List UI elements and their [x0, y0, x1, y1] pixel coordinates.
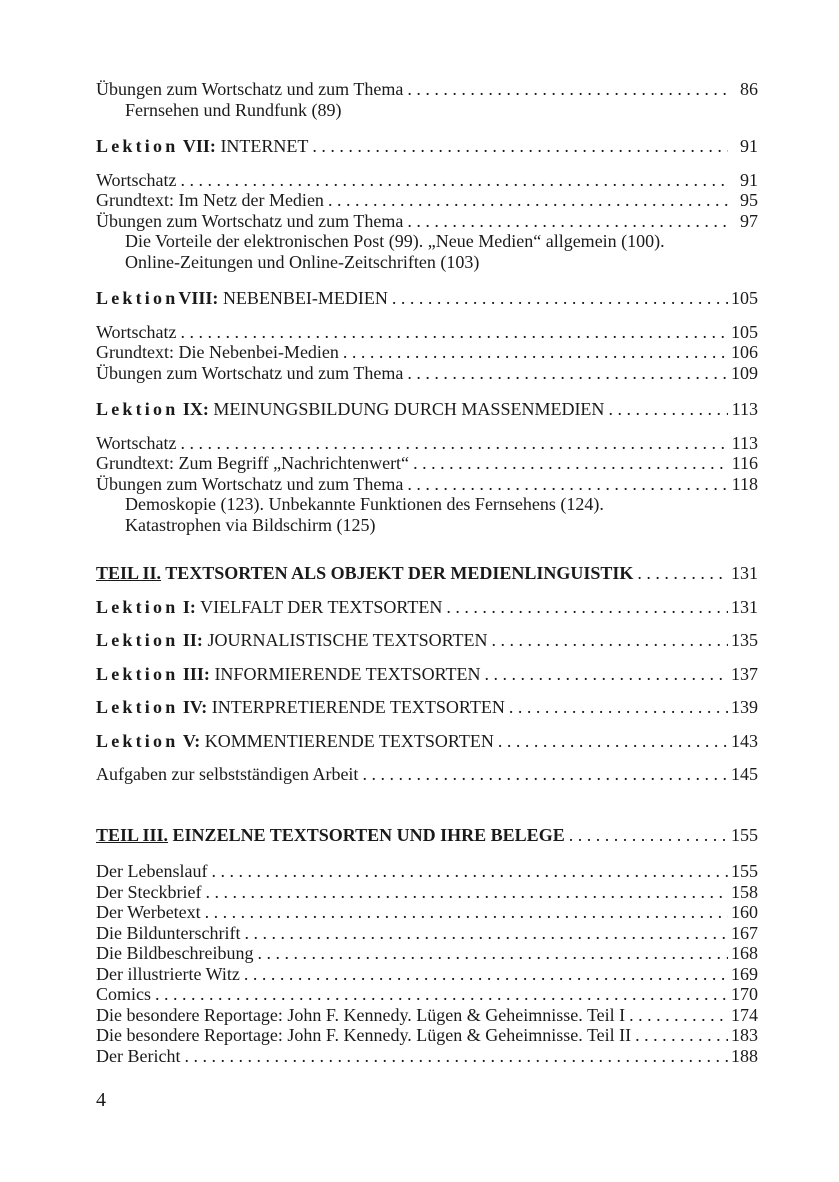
leader-dots [324, 190, 728, 211]
leader-dots [442, 597, 728, 618]
toc-entry[interactable] [96, 453, 758, 474]
lesson-number: VIII: [178, 288, 219, 308]
toc-entry[interactable] [96, 433, 758, 454]
toc-page-number: 113 [731, 432, 758, 453]
lesson-number: VII: [182, 136, 216, 156]
leader-dots [240, 923, 728, 944]
lesson-title: INTERNET [215, 136, 309, 156]
toc-entry[interactable] [96, 79, 758, 100]
toc-page-number: 86 [740, 79, 758, 99]
toc-page-number: 139 [731, 697, 758, 717]
toc-page-number: 143 [731, 730, 758, 751]
toc-entry[interactable] [96, 474, 758, 495]
toc-page-number: 131 [731, 596, 758, 617]
toc-page-number: 167 [731, 922, 758, 943]
leader-dots [253, 943, 728, 964]
toc-entry[interactable] [96, 1046, 758, 1067]
part-title: EINZELNE TEXTSORTEN UND IHRE BELEGE [168, 824, 565, 845]
toc-entry-label: Der illustrierte Witz [96, 963, 240, 984]
leader-dots [403, 363, 728, 384]
leader-dots [177, 433, 728, 454]
leader-dots [388, 288, 728, 309]
toc-entry[interactable] [96, 964, 758, 985]
toc-subnote: Die Vorteile der elektronischen Post (99). „Neue Medien“ allgemein (100). [125, 231, 665, 251]
toc-entry[interactable] [96, 363, 758, 384]
part-heading[interactable] [96, 825, 758, 846]
lesson-word: Lektion [96, 288, 179, 308]
lesson-heading[interactable] [96, 664, 758, 685]
toc-entry-label: Aufgaben zur selbstständigen Arbeit [96, 764, 359, 784]
lesson-word: Lektion [96, 136, 179, 156]
page-number: 4 [96, 1089, 106, 1111]
toc-entry-label: Der Bericht [96, 1045, 181, 1066]
toc-page-number: 131 [731, 563, 758, 583]
toc-entry[interactable] [96, 342, 758, 363]
toc-page-number: 91 [740, 136, 758, 156]
toc-entry-label: Comics [96, 984, 152, 1004]
lesson-word: Lektion [96, 596, 179, 617]
lesson-number: IX: [182, 399, 209, 419]
toc-entry[interactable] [96, 1025, 758, 1046]
toc-entry-label: Übungen zum Wortschatz und zum Thema [96, 210, 404, 231]
part-number: TEIL III. [96, 824, 169, 845]
lesson-title: NEBENBEI-MEDIEN [218, 288, 388, 308]
toc-subnote: Online-Zeitungen und Online-Zeitschriften (103) [125, 251, 480, 272]
toc-subnote: Fernsehen und Rundfunk (89) [125, 99, 342, 120]
toc-page-number: 188 [731, 1045, 758, 1066]
toc-entry-label: Wortschatz [96, 321, 177, 342]
toc-entry-label: Die besondere Reportage: John F. Kennedy. Lügen & Geheimnisse. Teil II [96, 1025, 632, 1045]
toc-page-number: 95 [740, 190, 758, 210]
lesson-heading[interactable] [96, 399, 758, 420]
toc-entry[interactable] [96, 170, 758, 191]
toc-entry[interactable] [96, 1005, 758, 1026]
leader-dots [201, 882, 728, 903]
toc-entry[interactable] [96, 984, 758, 1005]
toc-entry[interactable] [96, 861, 758, 882]
toc-entry-label: Übungen zum Wortschatz und zum Thema [96, 79, 404, 99]
part-heading[interactable] [96, 563, 758, 584]
leader-dots [488, 630, 728, 651]
lesson-heading[interactable] [96, 136, 758, 157]
toc-page-number: 109 [731, 362, 758, 383]
lesson-word: Lektion [96, 399, 179, 419]
leader-dots [565, 825, 728, 846]
toc-page-number: 170 [731, 984, 758, 1004]
leader-dots [180, 1046, 728, 1067]
toc-page-number: 135 [731, 630, 758, 650]
lesson-word: Lektion [96, 630, 179, 650]
leader-dots [631, 1025, 728, 1046]
toc-entry-label: Der Steckbrief [96, 881, 202, 902]
toc-page-number: 174 [731, 1004, 758, 1025]
toc-entry[interactable] [96, 322, 758, 343]
leader-dots [409, 453, 728, 474]
leader-dots [207, 861, 728, 882]
leader-dots [177, 170, 728, 191]
leader-dots [308, 136, 728, 157]
lesson-heading[interactable] [96, 697, 758, 718]
toc-entry[interactable] [96, 764, 758, 785]
lesson-title: INTERPRETIERENDE TEXTSORTEN [207, 697, 505, 717]
toc-page-number: 169 [731, 963, 758, 984]
lesson-number: IV: [182, 697, 208, 717]
part-number: TEIL II. [96, 563, 162, 583]
toc-page-number: 137 [731, 663, 758, 684]
lesson-title: JOURNALISTISCHE TEXTSORTEN [202, 630, 488, 650]
lesson-number: V: [182, 730, 201, 751]
lesson-heading[interactable] [96, 630, 758, 651]
toc-page-number: 145 [731, 764, 758, 784]
toc-entry[interactable] [96, 190, 758, 211]
leader-dots [481, 664, 728, 685]
table-of-contents [96, 79, 758, 1066]
leader-dots [151, 984, 728, 1005]
lesson-number: I: [182, 596, 196, 617]
toc-page-number: 160 [731, 902, 758, 922]
leader-dots [494, 731, 728, 752]
lesson-heading[interactable] [96, 597, 758, 618]
lesson-number: III: [182, 663, 210, 684]
toc-page-number: 91 [740, 169, 758, 190]
toc-page-number: 158 [731, 881, 758, 902]
toc-entry[interactable] [96, 882, 758, 903]
lesson-title: MEINUNGSBILDUNG DURCH MASSENMEDIEN [208, 399, 605, 419]
toc-page-number: 106 [731, 342, 758, 362]
toc-page-number: 116 [731, 453, 758, 473]
toc-entry-label: Übungen zum Wortschatz und zum Thema [96, 362, 404, 383]
leader-dots [604, 399, 728, 420]
leader-dots [505, 697, 728, 718]
part-title: TEXTSORTEN ALS OBJEKT DER MEDIENLINGUISTIK [161, 563, 634, 583]
toc-entry-label: Der Werbetext [96, 902, 201, 922]
leader-dots [201, 902, 728, 923]
toc-entry-label: Wortschatz [96, 432, 177, 453]
leader-dots [358, 764, 728, 785]
lesson-title: INFORMIERENDE TEXTSORTEN [209, 663, 481, 684]
toc-entry-label: Der Lebenslauf [96, 861, 208, 881]
lesson-heading[interactable] [96, 288, 758, 309]
toc-page-number: 155 [731, 861, 758, 881]
leader-dots [403, 474, 728, 495]
toc-entry-label: Grundtext: Im Netz der Medien [96, 190, 324, 210]
toc-entry[interactable] [96, 923, 758, 944]
toc-entry-label: Grundtext: Die Nebenbei-Medien [96, 342, 339, 362]
toc-page-number: 183 [731, 1025, 758, 1045]
leader-dots [339, 342, 728, 363]
leader-dots [403, 79, 728, 100]
leader-dots [633, 563, 728, 584]
leader-dots [177, 322, 728, 343]
toc-page-number: 105 [731, 321, 758, 342]
toc-page-number: 113 [731, 399, 758, 419]
toc-entry-label: Übungen zum Wortschatz und zum Thema [96, 473, 404, 494]
leader-dots [403, 211, 728, 232]
toc-entry-label: Die besondere Reportage: John F. Kennedy. Lügen & Geheimnisse. Teil I [96, 1004, 626, 1025]
toc-page-number: 97 [740, 210, 758, 231]
toc-entry-label: Die Bildunterschrift [96, 922, 241, 943]
leader-dots [625, 1005, 728, 1026]
toc-entry-label: Die Bildbeschreibung [96, 943, 254, 963]
lesson-word: Lektion [96, 730, 179, 751]
leader-dots [240, 964, 728, 985]
toc-entry[interactable] [96, 211, 758, 232]
lesson-heading[interactable] [96, 731, 758, 752]
toc-page-number: 105 [731, 288, 758, 308]
toc-subnote: Katastrophen via Bildschirm (125) [125, 514, 376, 535]
toc-entry-label: Wortschatz [96, 169, 177, 190]
lesson-word: Lektion [96, 697, 179, 717]
lesson-number: II: [182, 630, 203, 650]
lesson-title: KOMMENTIERENDE TEXTSORTEN [200, 730, 494, 751]
toc-entry[interactable] [96, 902, 758, 923]
toc-subnote: Demoskopie (123). Unbekannte Funktionen des Fernsehens (124). [125, 494, 604, 514]
toc-page-number: 155 [731, 824, 758, 845]
toc-page-number: 118 [731, 473, 758, 494]
toc-entry[interactable] [96, 943, 758, 964]
lesson-title: VIELFALT DER TEXTSORTEN [195, 596, 443, 617]
lesson-word: Lektion [96, 663, 179, 684]
toc-entry-label: Grundtext: Zum Begriff „Nachrichtenwert“ [96, 453, 410, 473]
toc-page-number: 168 [731, 943, 758, 963]
